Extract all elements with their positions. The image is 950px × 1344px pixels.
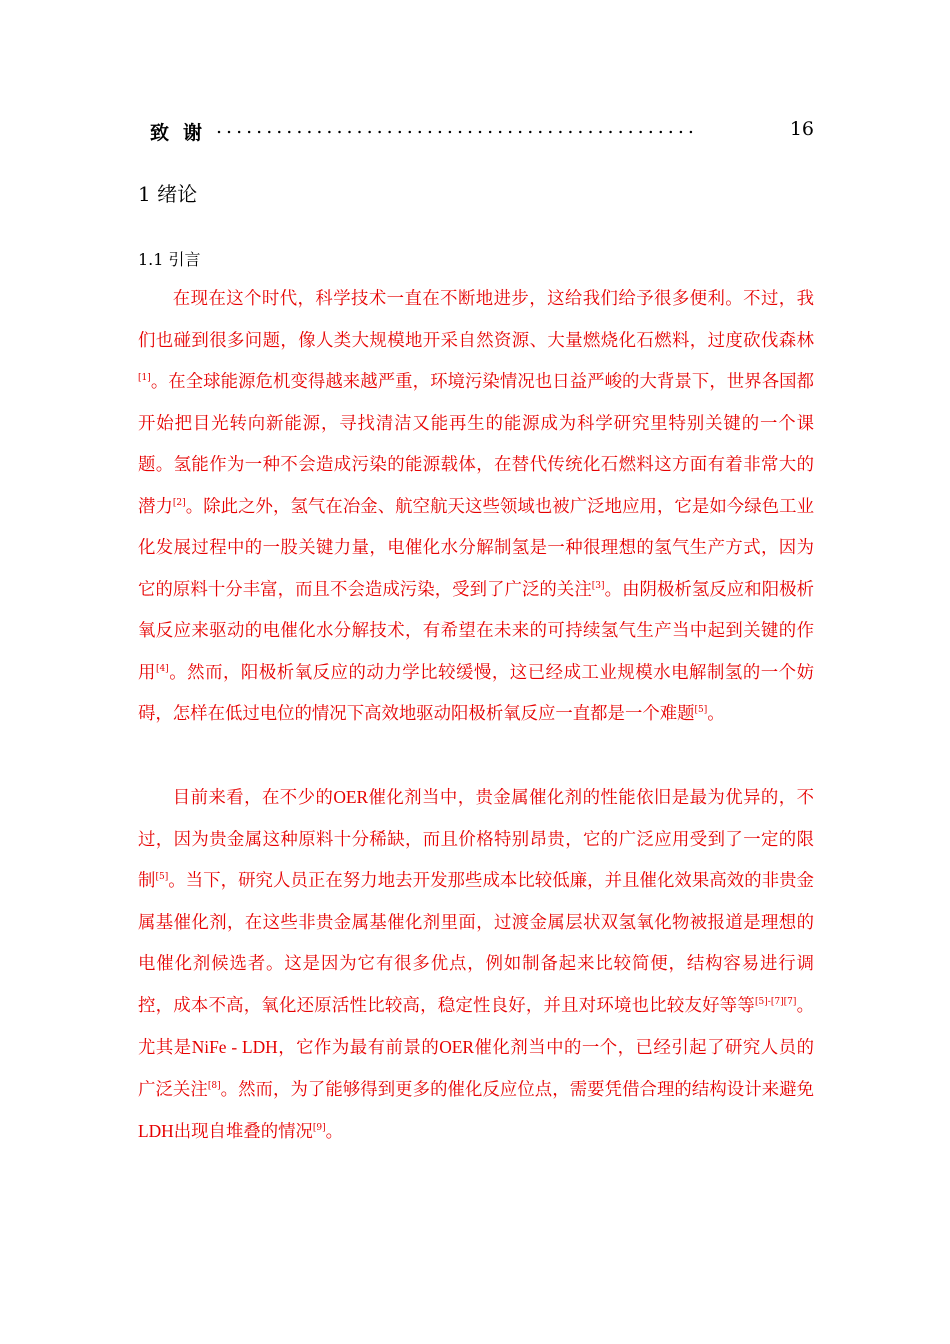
paragraph-text: 催化剂当中，贵金属催化剂的性能依旧是最为优异的，不过，因为贵金属这种原料十分稀缺，而且价格特别昂贵，它的广泛应用受到了一定的限制 [138, 788, 814, 891]
paragraph-text: 。由阴极析氢反应和阳极析氧反应来驱动的电催化水分解技术，有希望在未来的可持续氢气生产当中起到关键的作用 [138, 579, 814, 683]
paragraph-text: 。当下，研究人员正在努力地去开发那些成本比较低廉，并且催化效果高效的非贵金属基催化剂，在这些非贵金属基催化剂里面，过渡金属层状双氢氧化物被报道是理想的电催化剂候选者。这是因为它有很多优点，例如制备起来比较简便，结构容易进行调控，成本不高，氧化还原活性比较高，稳定性良好，并且对环境也比较友好等等 [138, 871, 814, 1016]
paragraph-text: 。然而，为了能够得到更多的催化反应位点，需要凭借合理的结构设计来避免 [220, 1079, 814, 1100]
paragraph-text: ，它作为最有前景的 [277, 1038, 440, 1058]
paragraph-text: 。然而，阳极析氧反应的动力学比较缓慢，这已经成工业规模水电解制氢的一个妨碍，怎样在低过电位的情况下高效地驱动阳极析氧反应一直都是一个难题 [138, 662, 814, 724]
chapter-heading: 1 绪论 [138, 182, 198, 206]
body-paragraph-1 [138, 279, 814, 736]
paragraph-text: 。除此之外，氢气在冶金、航空航天这些领域也被广泛地应用，它是如今绿色工业化发展过程中的一股关键力量，电催化水分解制氢是一种很理想的氢气生产方式，因为它的原料十分丰富，而且不会造成污染，受到了广泛的关注 [138, 496, 814, 600]
term-text: LDH [138, 1121, 174, 1141]
toc-entry-page-number: 16 [789, 118, 814, 140]
toc-leader-dots: ................................................ [216, 116, 698, 138]
paragraph-text: 出现自堆叠的情况 [173, 1122, 313, 1142]
toc-entry-label: 致谢 [150, 118, 216, 145]
citation-ref: [8] [207, 1080, 221, 1091]
citation-ref: [3] [591, 580, 605, 591]
citation-ref: [9] [312, 1123, 326, 1133]
citation-ref: [5]-[7][7] [755, 996, 797, 1007]
term-text: OER [333, 787, 369, 807]
section-heading: 1.1 引言 [138, 250, 201, 269]
citation-ref: [4] [155, 663, 169, 674]
body-paragraph-2 [138, 777, 814, 1154]
citation-ref: [1] [138, 373, 151, 383]
paragraph-text: 在现在这个时代，科学技术一直在不断地进步，这给我们给予很多便利。不过，我们也碰到很多问题，像人类大规模地开采自然资源、大量燃烧化石燃料，过度砍伐森林 [138, 289, 814, 351]
citation-ref: [2] [172, 497, 186, 508]
citation-ref: [5] [155, 872, 169, 882]
citation-ref: [5] [694, 705, 708, 715]
term-text: OER [439, 1037, 475, 1057]
paragraph-text: 。 [325, 1122, 344, 1142]
paragraph-text: 。尤其是 [138, 995, 814, 1058]
paragraph-text: 。 [707, 704, 725, 724]
paragraph-text: 。在全球能源危机变得越来越严重，环境污染情况也日益严峻的大背景下，世界各国都开始把目光转向新能源，寻找清洁又能再生的能源成为科学研究里特别关键的一个课题。氢能作为一种不会造成污染的能源载体，在替代传统化石燃料这方面有着非常大的潜力 [138, 372, 814, 517]
paragraph-text: 催化剂当中的一个，已经引起了研究人员的广泛关注 [138, 1038, 814, 1100]
toc-entry-acknowledgements[interactable] [138, 118, 814, 148]
paragraph-text: 目前来看，在不少的 [172, 788, 334, 808]
term-text: NiFe - LDH [191, 1037, 278, 1057]
